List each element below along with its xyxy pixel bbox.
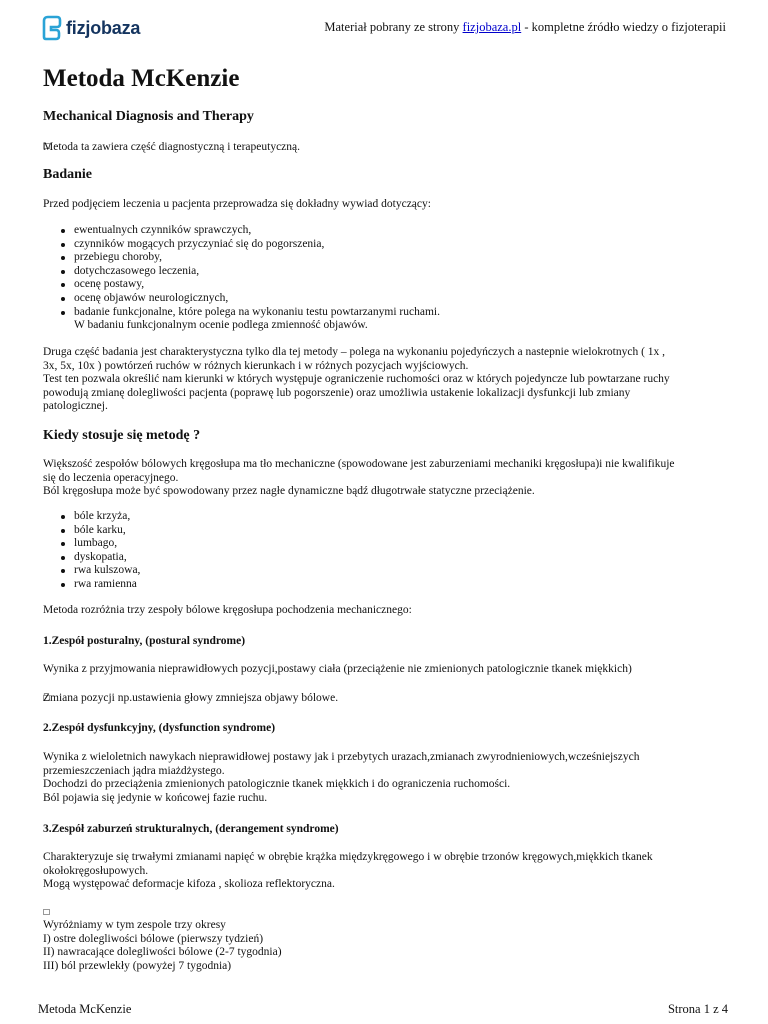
list-item: dotychczasowego leczenia, — [43, 265, 733, 279]
list-item-continuation: W badaniu funkcjonalnym ocenie podlega zmienność objawów. — [74, 319, 368, 332]
text-line: Ból kręgosłupa może być spowodowany przez nagłe dynamiczne bądź długotrwałe statyczne przeciążenie. — [43, 485, 535, 498]
text-line: się do leczenia operacyjnego. — [43, 471, 179, 484]
text-line: patologicznej. — [43, 400, 108, 413]
section-heading-kiedy: Kiedy stosuje się metodę ? — [43, 428, 201, 443]
list-item: lumbago, — [43, 537, 733, 551]
text-line: powodują zmianę dolegliwości pacjenta (poprawę lub pogorszenie) oraz umożliwia ustakenie lokalizacji dysfunkcji lub zmiany — [43, 386, 631, 399]
badanie-lead: Przed podjęciem leczenia u pacjenta przeprowadza się dokładny wywiad dotyczący: — [43, 198, 431, 210]
footer-page-number: Strona 1 z 4 — [667, 1002, 728, 1016]
list-item: badanie funkcjonalne, które polega na wykonaniu testu powtarzanymi ruchami. — [43, 306, 733, 320]
text-line: przemieszczeniach jądra miażdżystego. — [43, 764, 225, 777]
text-line: I) ostre dolegliwości bólowe (pierwszy tydzień) — [43, 932, 264, 945]
syndrome1-text: Wynika z przyjmowania nieprawidłowych pozycji,postawy ciała (przeciążenie nie zmienionych patologicznie tkanek miękkich) — [43, 663, 632, 675]
page-title: Metoda McKenzie — [43, 65, 240, 92]
section-heading-badanie: Badanie — [43, 167, 93, 182]
logo-text: fizjobaza — [66, 17, 141, 38]
syndrome2-heading: 2.Zespół dysfunkcyjny, (dysfunction syndrome) — [43, 722, 276, 734]
list-item: bóle karku, — [43, 524, 733, 538]
page-subtitle: Mechanical Diagnosis and Therapy — [43, 109, 254, 124]
text-line: Druga część badania jest charakterystyczna tylko dla tej metody – polega na wykonaniu pojedyńczych a nastepnie wielokrotnych ( 1x , — [43, 346, 666, 358]
list-item: bóle krzyża, — [43, 510, 733, 524]
syndrome1-heading: 1.Zespół posturalny, (postural syndrome) — [43, 635, 246, 647]
fizjobaza-logo-icon — [42, 15, 62, 41]
text-line: 3x, 5x, 10x ) powtórzeń ruchów w różnych kierunkach i w różnych pozycjach wyjściowych. — [43, 359, 469, 372]
syndrome1-text: Zmiana pozycji np.ustawienia głowy zmniejsza objawy bólowe. — [43, 692, 339, 704]
list-item: przebiegu choroby, — [43, 251, 733, 265]
syndrome2-paragraph — [43, 751, 733, 805]
site-logo[interactable] — [42, 15, 140, 41]
source-link[interactable]: fizjobaza.pl — [462, 20, 522, 34]
header-source-note — [324, 20, 726, 35]
list-item: rwa kulszowa, — [43, 564, 733, 578]
list-item: czynników mogących przyczyniać się do pogorszenia, — [43, 238, 733, 252]
text-line: Ból pojawia się jedynie w końcowej fazie ruchu. — [43, 791, 268, 804]
list-item: rwa ramienna — [43, 578, 733, 592]
text-line: Dochodzi do przeciążenia zmienionych patologicznie tkanek miękkich i do ograniczenia ruchomości. — [43, 778, 511, 791]
kiedy-list — [43, 510, 733, 592]
text-line: II) nawracające dolegliwości bólowe (2-7 tygodnia) — [43, 946, 282, 959]
list-item: ewentualnych czynników sprawczych, — [43, 224, 733, 238]
text-line: Większość zespołów bólowych kręgosłupa ma tło mechaniczne (spowodowane jest zaburzeniami mechaniki kręgosłupa)i nie kwalifikuje — [43, 458, 675, 470]
text-line: okołokręgosłupowych. — [43, 864, 149, 877]
intro-text: Metoda ta zawiera część diagnostyczną i terapeutyczną. — [43, 141, 301, 153]
list-item: ocenę postawy, — [43, 278, 733, 292]
footer-document-title: Metoda McKenzie — [38, 1002, 132, 1016]
text-line: Wynika z wieloletnich nawykach nieprawidłowej postawy jak i przebytych urazach,zmianach zwyrodnieniowych,wcześniejszych — [43, 751, 640, 763]
header-note-prefix: Materiał pobrany ze strony — [324, 20, 463, 34]
text-line: Charakteryzuje się trwałymi zmianami napięć w obrębie krążka międzykręgowego i w obrębie trzonów kręgowych,miękkich tkanek — [43, 851, 653, 863]
text-line: Mogą występować deformacje kifoza , skolioza reflektoryczna. — [43, 878, 335, 891]
syndrome3-periods — [43, 919, 733, 973]
kiedy-after: Metoda rozróżnia trzy zespoły bólowe kręgosłupa pochodzenia mechanicznego: — [43, 604, 412, 616]
list-item: dyskopatia, — [43, 551, 733, 565]
broken-image-icon — [43, 902, 50, 920]
syndrome3-heading: 3.Zespół zaburzeń strukturalnych, (derangement syndrome) — [43, 823, 339, 835]
syndrome3-paragraph — [43, 851, 733, 892]
text-line: Wyróżniamy w tym zespole trzy okresy — [43, 919, 226, 931]
badanie-list — [43, 224, 733, 333]
text-line: III) ból przewlekły (powyżej 7 tygodnia) — [43, 959, 232, 972]
kiedy-paragraph — [43, 458, 733, 499]
text-line: Test ten pozwala określić nam kierunki w których występuje ograniczenie ruchomości oraz w których pojedyncze lub powtarzane ruchy — [43, 373, 670, 386]
badanie-paragraph — [43, 346, 733, 414]
list-item: ocenę objawów neurologicznych, — [43, 292, 733, 306]
header-note-suffix: - kompletne źródło wiedzy o fizjoterapii — [521, 20, 726, 34]
